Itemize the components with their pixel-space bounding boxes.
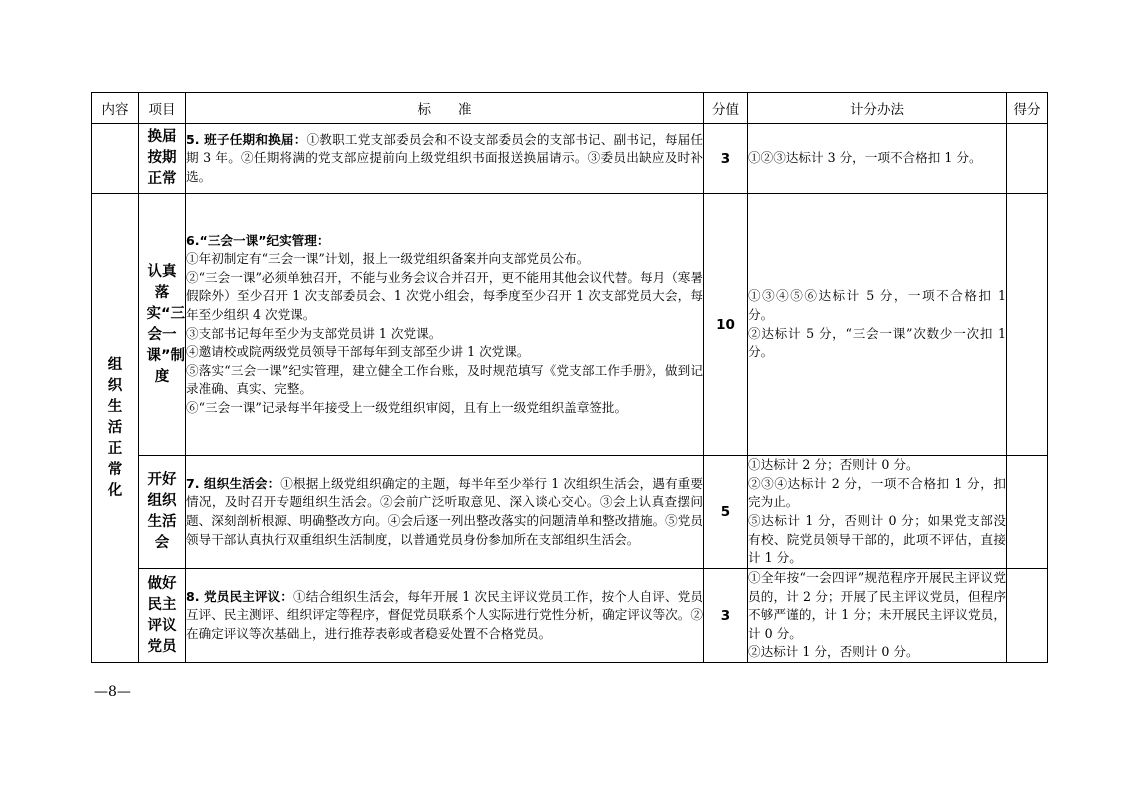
method-cell	[748, 124, 1007, 194]
header-score: 分值	[704, 93, 748, 124]
header-content: 内容	[92, 93, 139, 124]
result-cell[interactable]	[1007, 456, 1048, 569]
standard-text: ①结合组织生活会，每年开展 1 次民主评议党员工作，按个人自评、党员互评、民主测评、组织评定等程序，督促党员联系个人实际进行党性分析，确定评议等次。②在确定评议等次基础上，进行推荐表彰或者稳妥处置不合格党员。	[186, 588, 703, 641]
content-cell	[92, 194, 139, 663]
standard-title: 6.“三会一课”纪实管理：	[186, 232, 330, 248]
evaluation-table	[91, 92, 1048, 663]
item-cell	[139, 124, 186, 194]
standard-text: ⑤落实“三会一课”纪实管理，建立健全工作台账，及时规范填写《党支部工作手册》，做到记录准确、真实、完整。	[186, 362, 703, 397]
content-label: 组织生活正常化	[107, 356, 123, 499]
item-label: 换届按期正常	[147, 129, 177, 187]
method-text: ⑤达标计 1 分，否则计 0 分；如果党支部没有校、院党员领导干部的，此项不评估，直接计 1 分。	[748, 513, 1006, 566]
method-text: ①全年按“一会四评”规范程序开展民主评议党员的，计 2 分；开展了民主评议党员，但程序不够严谨的，计 1 分；未开展民主评议党员，计 0 分。	[748, 570, 1006, 641]
table-row	[92, 124, 1048, 194]
header-standard: 标 准	[186, 93, 704, 124]
score-value: 5	[704, 456, 748, 569]
method-cell	[748, 456, 1007, 569]
item-cell	[139, 456, 186, 569]
item-label: 认真落实“三会一课”制度	[146, 263, 186, 385]
item-cell	[139, 569, 186, 663]
standard-text: ②“三会一课”必须单独召开，不能与业务会议合并召开，更不能用其他会议代替。每月（寒暑假除外）至少召开 1 次支部委员会、1 次党小组会，每季度至少召开 1 次支部党员大会，每年至少组织 4 次党课。	[186, 269, 703, 322]
method-text: ①②③达标计 3 分，一项不合格扣 1 分。	[748, 150, 982, 166]
standard-text: ①年初制定有“三会一课”计划，报上一级党组织备案并向支部党员公布。	[186, 251, 590, 267]
standard-text: ①根据上级党组织确定的主题，每半年至少举行 1 次组织生活会，遇有重要情况，及时召开专题组织生活会。②会前广泛听取意见、深入谈心交心。③会上认真查摆问题、深刻剖析根源、明确整改方向。④会后逐一列出整改落实的问题清单和整改措施。⑤党员领导干部认真执行双重组织生活制度，以普通党员身份参加所在支部组织生活会。	[186, 475, 703, 547]
method-text: ①达标计 2 分；否则计 0 分。	[748, 457, 919, 473]
standard-text: ⑥“三会一课”记录每半年接受上一级党组织审阅，且有上一级党组织盖章签批。	[186, 399, 628, 415]
item-label: 做好民主评议党员	[147, 575, 177, 655]
score-value: 3	[704, 569, 748, 663]
score-value: 10	[704, 194, 748, 456]
standard-text: ①教职工党支部委员会和不设支部委员会的支部书记、副书记，每届任期 3 年。②任期将满的党支部应提前向上级党组织书面报送换届请示。③委员出缺应及时补选。	[186, 131, 704, 184]
score-value: 3	[704, 124, 748, 194]
table-row	[92, 194, 1048, 456]
method-cell	[748, 194, 1007, 456]
standard-cell	[186, 456, 704, 569]
method-text: ②达标计 1 分，否则计 0 分。	[748, 644, 919, 660]
standard-title: 7. 组织生活会：	[186, 475, 281, 491]
result-cell[interactable]	[1007, 124, 1048, 194]
header-result: 得分	[1007, 93, 1048, 124]
content-cell-empty	[92, 124, 139, 194]
page-number: —8—	[94, 684, 131, 700]
standard-cell	[186, 569, 704, 663]
table-row	[92, 456, 1048, 569]
standard-title: 8. 党员民主评议：	[186, 588, 293, 604]
result-cell[interactable]	[1007, 569, 1048, 663]
standard-text: ④邀请校或院两级党员领导干部每年到支部至少讲 1 次党课。	[186, 344, 530, 360]
item-cell	[139, 194, 186, 456]
item-label: 开好组织生活会	[147, 472, 177, 551]
method-text: ②③④达标计 2 分，一项不合格扣 1 分，扣完为止。	[748, 475, 1006, 510]
standard-title: 5. 班子任期和换届：	[186, 131, 307, 147]
result-cell[interactable]	[1007, 194, 1048, 456]
table-header-row	[92, 93, 1048, 124]
method-cell	[748, 569, 1007, 663]
method-text: ②达标计 5 分，“三会一课”次数少一次扣 1 分。	[748, 325, 1006, 360]
header-method: 计分办法	[748, 93, 1007, 124]
standard-cell	[186, 194, 704, 456]
standard-cell	[186, 124, 704, 194]
method-text: ①③④⑤⑥达标计 5 分，一项不合格扣 1 分。	[748, 288, 1006, 322]
header-item: 项目	[139, 93, 186, 124]
table-row	[92, 569, 1048, 663]
standard-text: ③支部书记每年至少为支部党员讲 1 次党课。	[186, 325, 442, 341]
